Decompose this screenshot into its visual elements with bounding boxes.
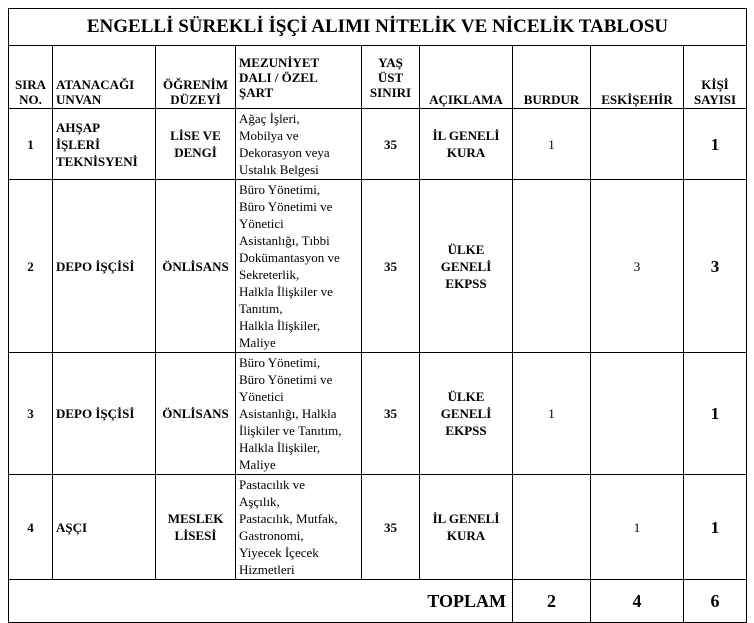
cell-ogrenim: ÖNLİSANS: [156, 353, 236, 475]
cell-aciklama: İL GENELİ KURA: [420, 109, 513, 180]
cell-aciklama: İL GENELİ KURA: [420, 475, 513, 580]
cell-burdur: 1: [513, 109, 591, 180]
cell-eskisehir: 1: [591, 475, 684, 580]
total-label: TOPLAM: [9, 580, 513, 623]
cell-mezuniyet: Pastacılık ve Aşçılık, Pastacılık, Mutfak, Gastronomi, Yiyecek İçecek Hizmetleri: [236, 475, 362, 580]
cell-yas: 35: [362, 180, 420, 353]
table-row: [9, 353, 747, 475]
cell-aciklama: ÜLKE GENELİ EKPSS: [420, 180, 513, 353]
cell-aciklama: ÜLKE GENELİ EKPSS: [420, 353, 513, 475]
header-aciklama: AÇIKLAMA: [420, 46, 513, 109]
cell-sira: 2: [9, 180, 53, 353]
cell-kisi: 1: [684, 353, 747, 475]
cell-unvan: AHŞAP İŞLERİ TEKNİSYENİ: [53, 109, 156, 180]
total-kisi: 6: [684, 580, 747, 623]
cell-mezuniyet: Büro Yönetimi, Büro Yönetimi ve Yönetici Asistanlığı, Tıbbi Dokümantasyon ve Sekreterlik, Halkla İlişkiler ve Tanıtım, Halkla İlişkiler, Maliye: [236, 180, 362, 353]
cell-eskisehir: [591, 353, 684, 475]
cell-sira: 1: [9, 109, 53, 180]
header-unvan: ATANACAĞI UNVAN: [53, 46, 156, 109]
cell-ogrenim: ÖNLİSANS: [156, 180, 236, 353]
cell-ogrenim: MESLEK LİSESİ: [156, 475, 236, 580]
cell-burdur: [513, 475, 591, 580]
cell-sira: 4: [9, 475, 53, 580]
cell-burdur: [513, 180, 591, 353]
cell-kisi: 1: [684, 475, 747, 580]
cell-kisi: 3: [684, 180, 747, 353]
cell-sira: 3: [9, 353, 53, 475]
header-ogrenim: ÖĞRENİM DÜZEYİ: [156, 46, 236, 109]
cell-mezuniyet: Ağaç İşleri, Mobilya ve Dekorasyon veya Ustalık Belgesi: [236, 109, 362, 180]
cell-eskisehir: 3: [591, 180, 684, 353]
cell-eskisehir: [591, 109, 684, 180]
header-row: [9, 46, 747, 109]
header-mezuniyet: MEZUNİYET DALI / ÖZEL ŞART: [236, 46, 362, 109]
cell-burdur: 1: [513, 353, 591, 475]
table-row: [9, 475, 747, 580]
cell-unvan: AŞÇI: [53, 475, 156, 580]
cell-unvan: DEPO İŞÇİSİ: [53, 353, 156, 475]
total-eskisehir: 4: [591, 580, 684, 623]
recruitment-table: [8, 8, 747, 623]
cell-ogrenim: LİSE VE DENGİ: [156, 109, 236, 180]
table-row: [9, 180, 747, 353]
header-eskisehir: ESKİŞEHİR: [591, 46, 684, 109]
table-title: ENGELLİ SÜREKLİ İŞÇİ ALIMI NİTELİK VE NİCELİK TABLOSU: [9, 9, 747, 46]
header-sira: SIRA NO.: [9, 46, 53, 109]
cell-yas: 35: [362, 353, 420, 475]
cell-unvan: DEPO İŞÇİSİ: [53, 180, 156, 353]
table-row: [9, 109, 747, 180]
cell-mezuniyet: Büro Yönetimi, Büro Yönetimi ve Yönetici Asistanlığı, Halkla İlişkiler ve Tanıtım, Halkla İlişkiler, Maliye: [236, 353, 362, 475]
header-kisi: KİŞİ SAYISI: [684, 46, 747, 109]
total-row: [9, 580, 747, 623]
header-yas: YAŞ ÜST SINIRI: [362, 46, 420, 109]
header-burdur: BURDUR: [513, 46, 591, 109]
cell-yas: 35: [362, 109, 420, 180]
cell-kisi: 1: [684, 109, 747, 180]
total-burdur: 2: [513, 580, 591, 623]
cell-yas: 35: [362, 475, 420, 580]
